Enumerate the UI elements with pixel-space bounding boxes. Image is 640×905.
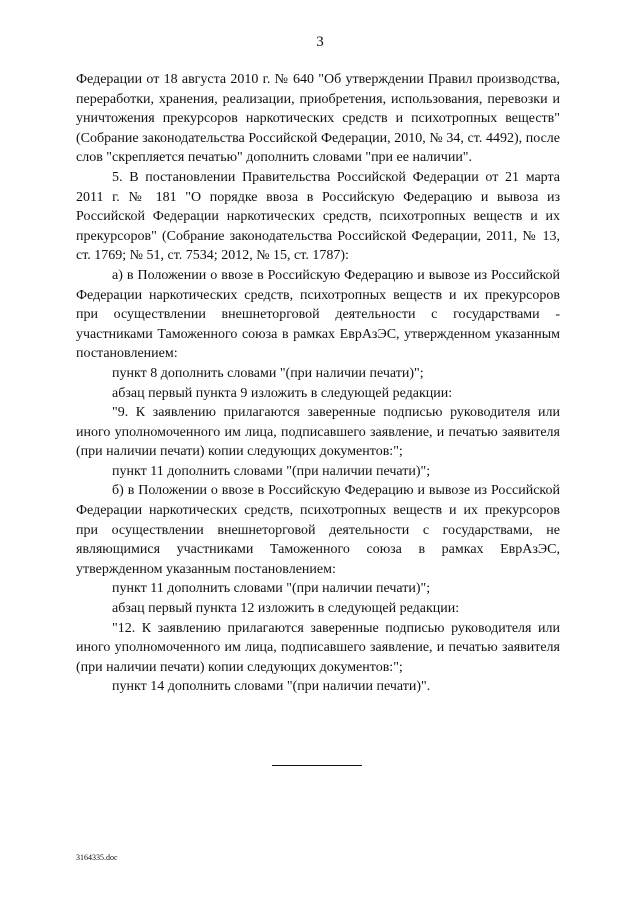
paragraph-a-point-8: пункт 8 дополнить словами "(при наличии печати)"; (112, 365, 424, 381)
closing-divider (272, 765, 362, 766)
paragraph-subitem-b: б) в Положении о ввозе в Российскую Федерацию и вывозе из Российской Федерации наркотических средств, психотропных веществ и их прекурсоров при осуществлении внешнеторговой деятельности с государствами, не являющимися участниками Таможенного союза в рамках ЕврАзЭС, утвержденном указанным постановлением: (76, 483, 560, 577)
paragraph-a-point-9-text: "9. К заявлению прилагаются заверенные подписью руководителя или иного уполномоченного им лица, подписавшего заявление, и печатью заявителя (при наличии печати) копии следующих документов:"; (76, 405, 560, 460)
paragraph-subitem-a: а) в Положении о ввозе в Российскую Федерацию и вывозе из Российской Федерации наркотических средств, психотропных веществ и их прекурсоров при осуществлении внешнеторговой деятельности с государствами - участниками Таможенного союза в рамках ЕврАзЭС, утвержденном указанным постановлением: (76, 267, 560, 362)
paragraph-b-point-14: пункт 14 дополнить словами "(при наличии печати)". (112, 679, 431, 695)
paragraph-a-point-11: пункт 11 дополнить словами "(при наличии печати)"; (112, 463, 431, 479)
paragraph-item-5: 5. В постановлении Правительства Российской Федерации от 21 марта 2011 г. № 181 "О порядке ввоза в Российскую Федерацию и вывоза из Российской Федерации наркотических средств, психотропных веществ и их прекурсоров" (Собрание законодательства Российской Федерации, 2011, № 13, ст. 1769; № 51, ст. 7534; 2012, № 15, ст. 1787): (76, 169, 560, 264)
page-number: 3 (316, 34, 324, 50)
document-body (76, 70, 560, 697)
paragraph-a-point-9-intro: абзац первый пункта 9 изложить в следующей редакции: (112, 385, 453, 401)
paragraph-b-point-12-text: "12. К заявлению прилагаются заверенные подписью руководителя или иного уполномоченного им лица, подписавшего заявление, и печатью заявителя (при наличии печати) копии следующих документов:"; (76, 620, 560, 675)
paragraph-continuation: Федерации от 18 августа 2010 г. № 640 "Об утверждении Правил производства, переработки, хранения, реализации, приобретения, использования, перевозки и уничтожения прекурсоров наркотических средств и психотропных веществ" (Собрание законодательства Российской Федерации, 2010, № 34, ст. 4492), после слов "скрепляется печатью" дополнить словами "при ее наличии". (76, 72, 560, 166)
paragraph-b-point-11: пункт 11 дополнить словами "(при наличии печати)"; (112, 581, 431, 597)
footer-filename: 3164335.doc (76, 853, 118, 862)
paragraph-b-point-12-intro: абзац первый пункта 12 изложить в следующей редакции: (112, 601, 460, 617)
